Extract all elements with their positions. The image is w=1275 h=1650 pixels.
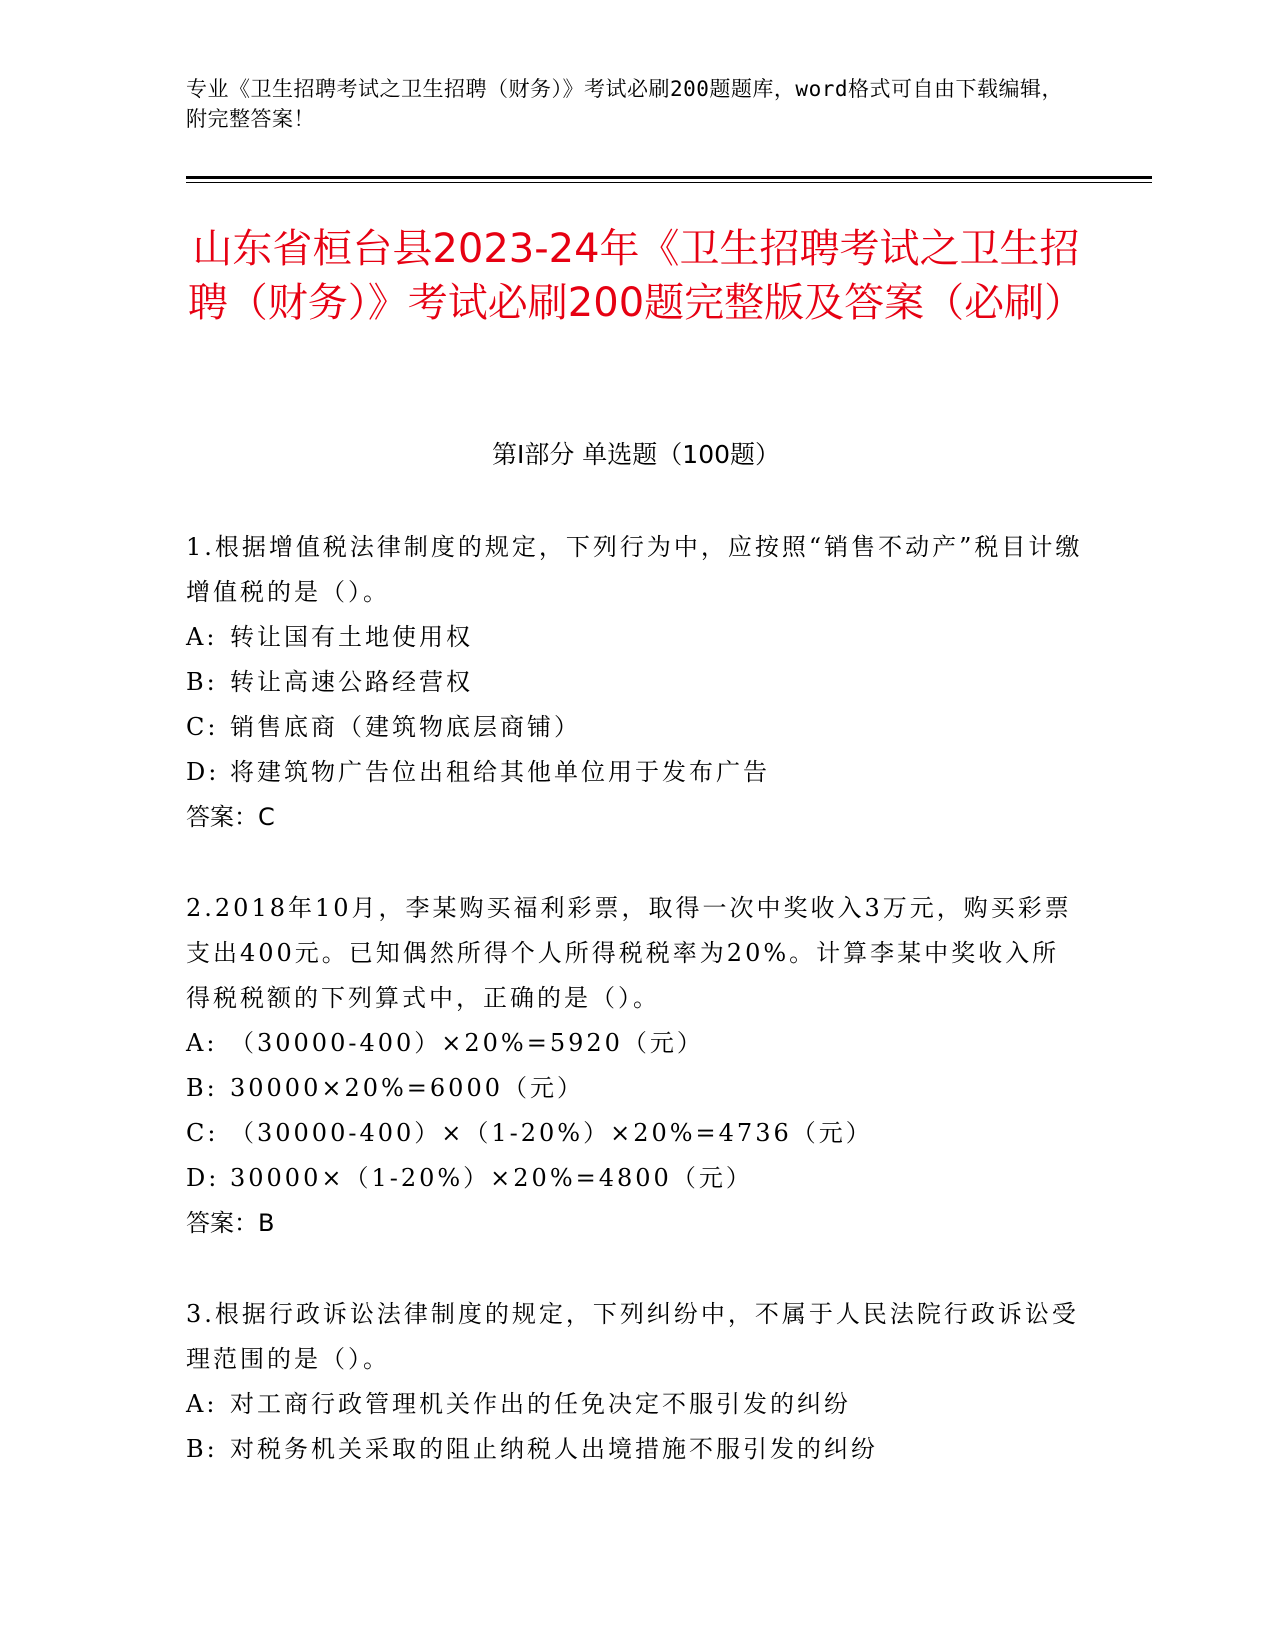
option-letter: B:: [186, 1435, 218, 1463]
question-2: [186, 886, 1086, 1246]
option-letter: B:: [186, 1074, 218, 1102]
option-text: 销售底商（建筑物底层商铺）: [230, 713, 581, 741]
option-b: [186, 660, 1086, 705]
answer-line: 答案：B: [186, 1209, 275, 1237]
option-a: [186, 615, 1086, 660]
option-letter: A:: [186, 1390, 218, 1418]
header-note: 专业《卫生招聘考试之卫生招聘（财务）》考试必刷200题题库，word格式可自由下载编辑，附完整答案！: [186, 77, 1063, 131]
option-text: 对工商行政管理机关作出的任免决定不服引发的纠纷: [230, 1390, 851, 1418]
question-3: [186, 1292, 1086, 1472]
option-letter: D:: [186, 1164, 220, 1192]
option-letter: B:: [186, 668, 218, 696]
option-a: [186, 1382, 1086, 1427]
option-letter: A:: [186, 1029, 218, 1057]
question-stem: 2.2018年10月，李某购买福利彩票，取得一次中奖收入3万元，购买彩票支出400元。已知偶然所得个人所得税税率为20%。计算李某中奖收入所得税税额的下列算式中，正确的是（）。: [186, 894, 1072, 1012]
option-c: [186, 1111, 1086, 1156]
document-title: 山东省桓台县2023-24年《卫生招聘考试之卫生招聘（财务）》考试必刷200题完整版及答案（必刷）: [187, 226, 1085, 326]
option-text: 将建筑物广告位出租给其他单位用于发布广告: [230, 758, 770, 786]
option-text: 对税务机关采取的阻止纳税人出境措施不服引发的纠纷: [230, 1435, 878, 1463]
option-d: [186, 750, 1086, 795]
question-stem: 3.根据行政诉讼法律制度的规定，下列纠纷中，不属于人民法院行政诉讼受理范围的是（）。: [186, 1300, 1079, 1373]
option-text: 30000×20%=6000（元）: [230, 1074, 584, 1102]
option-b: [186, 1427, 1086, 1472]
option-c: [186, 705, 1086, 750]
option-letter: C:: [186, 1119, 219, 1147]
option-text: 30000×（1-20%）×20%=4800（元）: [230, 1164, 753, 1192]
section-heading: 第Ⅰ部分 单选题（100题）: [491, 440, 781, 469]
question-stem: 1.根据增值税法律制度的规定，下列行为中，应按照“销售不动产”税目计缴增值税的是（）。: [186, 533, 1083, 606]
option-a: [186, 1021, 1086, 1066]
option-d: [186, 1156, 1086, 1201]
option-text: 转让国有土地使用权: [230, 623, 473, 651]
header-divider-thick: [186, 176, 1152, 179]
option-text: （30000-400）×（1-20%）×20%=4736（元）: [230, 1119, 873, 1147]
option-b: [186, 1066, 1086, 1111]
question-list: [186, 525, 1086, 1518]
header-divider-thin: [186, 182, 1152, 183]
answer-line: 答案：C: [186, 803, 275, 831]
option-letter: A:: [186, 623, 218, 651]
option-letter: C:: [186, 713, 219, 741]
option-text: 转让高速公路经营权: [230, 668, 473, 696]
question-1: [186, 525, 1086, 840]
option-text: （30000-400）×20%=5920（元）: [230, 1029, 704, 1057]
option-letter: D:: [186, 758, 220, 786]
